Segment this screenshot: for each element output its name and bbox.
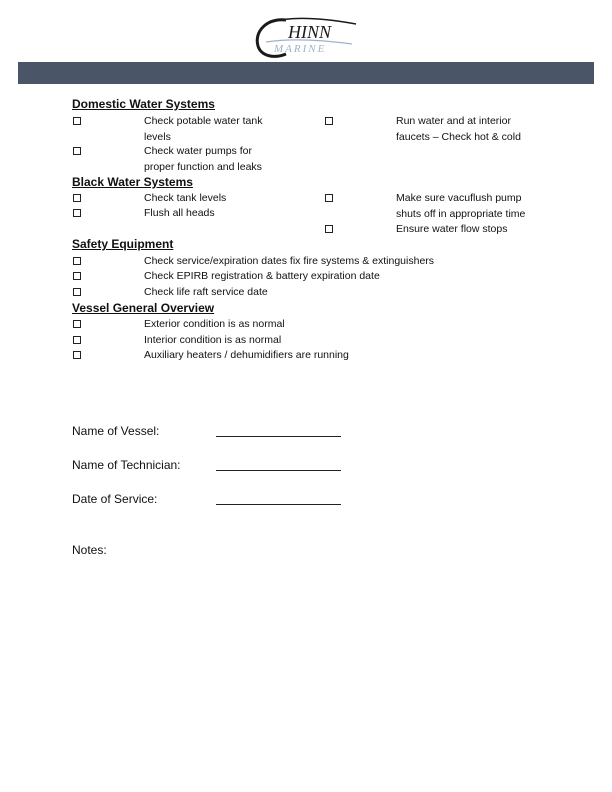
heading-domestic-water: Domestic Water Systems <box>72 97 215 111</box>
checkbox-interior-faucets[interactable] <box>325 117 333 125</box>
heading-vessel-overview: Vessel General Overview <box>72 301 215 315</box>
item-tank-levels: Check tank levels <box>144 192 227 204</box>
checkbox-exterior[interactable] <box>73 320 81 328</box>
item-epirb: Check EPIRB registration & battery expiration date <box>144 270 380 282</box>
technician-name-field[interactable] <box>216 457 341 471</box>
vessel-name-label: Name of Vessel: <box>72 424 160 438</box>
item-flush-heads: Flush all heads <box>144 207 215 219</box>
item-aux-heaters: Auxiliary heaters / dehumidifiers are running <box>144 349 349 361</box>
checkbox-vacuflush[interactable] <box>325 194 333 202</box>
item-exterior: Exterior condition is as normal <box>144 318 285 330</box>
heading-black-water: Black Water Systems <box>72 175 193 189</box>
svg-text:HINN: HINN <box>288 22 332 42</box>
vessel-name-field[interactable] <box>216 423 341 437</box>
service-date-field[interactable] <box>216 491 341 505</box>
checkbox-epirb[interactable] <box>73 272 81 280</box>
checkbox-aux-heaters[interactable] <box>73 351 81 359</box>
item-vacuflush: Make sure vacuflush pump shuts off in appropriate time <box>396 192 526 220</box>
heading-safety-equipment: Safety Equipment <box>72 237 174 251</box>
checkbox-water-flow[interactable] <box>325 225 333 233</box>
item-water-flow: Ensure water flow stops <box>396 223 508 235</box>
notes-label: Notes: <box>72 543 107 557</box>
checkbox-fire-systems[interactable] <box>73 257 81 265</box>
technician-name-label: Name of Technician: <box>72 458 181 472</box>
service-date-label: Date of Service: <box>72 492 158 506</box>
item-fire-systems: Check service/expiration dates fix fire systems & extinguishers <box>144 255 435 267</box>
checkbox-tank-levels[interactable] <box>73 194 81 202</box>
item-interior: Interior condition is as normal <box>144 334 282 346</box>
item-life-raft: Check life raft service date <box>144 286 268 298</box>
item-water-pumps: Check water pumps for proper function and leaks <box>144 145 262 173</box>
checkbox-life-raft[interactable] <box>73 288 81 296</box>
checkbox-potable-tank[interactable] <box>73 117 81 125</box>
checkbox-flush-heads[interactable] <box>73 209 81 217</box>
item-interior-faucets: Run water and at interior faucets – Check hot & cold <box>396 115 521 143</box>
item-potable-tank: Check potable water tank levels <box>144 115 263 143</box>
checkbox-interior[interactable] <box>73 336 81 344</box>
checkbox-water-pumps[interactable] <box>73 147 81 155</box>
svg-text:MARINE: MARINE <box>274 43 327 55</box>
